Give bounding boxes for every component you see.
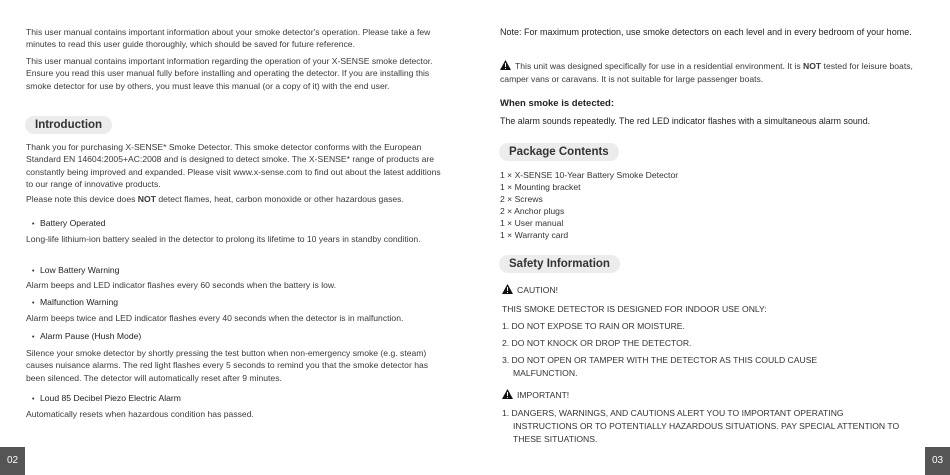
caution-item: 3. DO NOT OPEN OR TAMPER WITH THE DETECTOR AS THIS COULD CAUSE [502,355,818,365]
caution-item: 1. DO NOT EXPOSE TO RAIN OR MOISTURE. [502,321,685,331]
page-number-left: 02 [0,447,25,475]
list-item: 1 × Warranty card [500,230,569,240]
bullet-icon: • [32,334,35,341]
caution-label: CAUTION! [502,284,558,296]
list-item: 1 × X-SENSE 10-Year Battery Smoke Detector [500,170,679,180]
detection-note: Please note this device does NOT detect flames, heat, carbon monoxide or other hazardous gases. [26,194,404,204]
feature-alarm-text: Automatically resets when hazardous condition has passed. [26,409,254,419]
feature-low-battery-text: Alarm beeps and LED indicator flashes every 60 seconds when the battery is low. [26,280,337,290]
caution-item-continued: MALFUNCTION. [513,368,578,378]
list-item: 2 × Screws [500,194,543,204]
right-page [475,0,950,475]
smoke-detected-heading: When smoke is detected: [500,98,615,109]
intro-paragraph-2: This user manual contains important information regarding the operation of your X-SENSE smoke detector. Ensure you read this user manual fully before installing and operating the detector. If you are installing this smoke detector for use by others, you must leave this manual (or a copy of it) with the end user. [26,56,433,91]
feature-low-battery-title: • Low Battery Warning [32,265,120,275]
feature-hush-title: • Alarm Pause (Hush Mode) [32,331,142,341]
warning-triangle-icon [500,60,511,73]
residential-warning: This unit was designed specifically for use in a residential environment. It is NOT tested for leisure boats, camper vans or caravans. It is not suitable for large passenger boats. [500,61,913,85]
feature-hush-text: Silence your smoke detector by shortly pressing the test button when non-emergency smoke (e.g. steam) causes nuisance alarms. The red light flashes every 5 seconds to remind you that the smoke detector has been silenced. The detector will automatically reset after 9 minutes. [26,348,429,383]
important-item-continued: INSTRUCTIONS OR TO POTENTIALLY HAZARDOUS SITUATIONS. PAY SPECIAL ATTENTION TO [513,421,900,431]
indoor-use-line: THIS SMOKE DETECTOR IS DESIGNED FOR INDOOR USE ONLY: [502,304,767,314]
feature-battery-title: • Battery Operated [32,218,106,228]
feature-alarm-title: • Loud 85 Decibel Piezo Electric Alarm [32,393,181,403]
important-item-continued: THESE SITUATIONS. [513,434,598,444]
bullet-icon: • [32,300,35,307]
bullet-icon: • [32,396,35,403]
warning-triangle-icon [502,284,513,296]
package-contents-heading: Package Contents [499,143,619,161]
bullet-icon: • [32,268,35,275]
smoke-detected-text: The alarm sounds repeatedly. The red LED indicator flashes with a simultaneous alarm sound. [500,116,871,126]
bullet-icon: • [32,221,35,228]
important-label: IMPORTANT! [502,389,569,401]
introduction-paragraph: Thank you for purchasing X-SENSE* Smoke Detector. This smoke detector conforms with the European Standard EN 14604:2005+AC:2008 and is designed to detect smoke. The X-SENSE* range of products are constantly being improved and expanded. Please visit www.x-sense.com to find out about the latest additions to our range of innovative products. [26,142,441,189]
feature-malfunction-text: Alarm beeps twice and LED indicator flashes every 40 seconds when the detector is in malfunction. [26,313,404,323]
safety-information-heading: Safety Information [499,255,620,273]
protection-note: Note: For maximum protection, use smoke detectors on each level and in every bedroom of your home. [500,27,912,37]
warning-triangle-icon [502,389,513,401]
list-item: 1 × Mounting bracket [500,182,581,192]
page-number-right: 03 [925,447,950,475]
feature-battery-text: Long-life lithium-ion battery sealed in the detector to prolong its lifetime to 10 years in standby condition. [26,234,421,244]
caution-item: 2. DO NOT KNOCK OR DROP THE DETECTOR. [502,338,692,348]
intro-paragraph-1: This user manual contains important information about your smoke detector's operation. Please take a few minutes to read this user guide thoroughly, which should be saved for future reference. [26,27,431,50]
list-item: 2 × Anchor plugs [500,206,565,216]
list-item: 1 × User manual [500,218,564,228]
introduction-heading: Introduction [25,116,112,134]
important-item: 1. DANGERS, WARNINGS, AND CAUTIONS ALERT YOU TO IMPORTANT OPERATING [502,408,844,418]
feature-malfunction-title: • Malfunction Warning [32,297,119,307]
